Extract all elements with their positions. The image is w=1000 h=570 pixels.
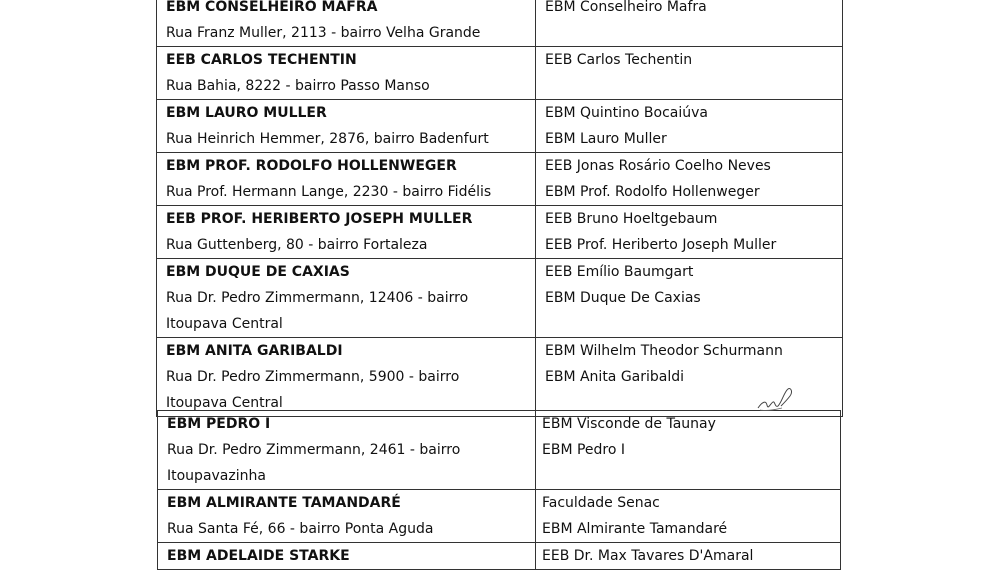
school-name: EBM DUQUE DE CAXIAS	[166, 264, 350, 280]
table-row	[157, 259, 843, 338]
linked-schools-cell	[536, 490, 841, 543]
schools-table-bottom	[157, 410, 841, 570]
school-address: Itoupava Central	[166, 316, 283, 332]
school-address: Rua Guttenberg, 80 - bairro Fortaleza	[166, 237, 428, 253]
linked-schools-cell	[536, 411, 841, 490]
linked-schools-cell	[536, 153, 843, 206]
school-info-cell	[157, 0, 536, 47]
linked-school: EBM Quintino Bocaiúva	[545, 105, 708, 121]
initials-mark	[756, 386, 796, 412]
school-name: EBM CONSELHEIRO MAFRA	[166, 0, 378, 15]
linked-school: EBM Conselheiro Mafra	[545, 0, 707, 15]
school-info-cell	[158, 490, 536, 543]
school-name: EEB PROF. HERIBERTO JOSEPH MULLER	[166, 211, 473, 227]
school-name: EBM ANITA GARIBALDI	[166, 343, 343, 359]
linked-school: EEB Jonas Rosário Coelho Neves	[545, 158, 771, 174]
school-address: Rua Prof. Hermann Lange, 2230 - bairro Fidélis	[166, 184, 492, 200]
table-row	[158, 411, 841, 490]
linked-school: EBM Visconde de Taunay	[542, 416, 716, 432]
school-address: Rua Dr. Pedro Zimmermann, 2461 - bairro	[167, 442, 461, 458]
school-address: Rua Franz Muller, 2113 - bairro Velha Grande	[166, 25, 481, 41]
table-row	[158, 490, 841, 543]
linked-school: EBM Anita Garibaldi	[545, 369, 685, 385]
table-row	[157, 338, 843, 417]
school-info-cell	[158, 543, 536, 570]
school-address: Rua Santa Fé, 66 - bairro Ponta Aguda	[167, 521, 434, 537]
linked-schools-cell	[536, 100, 843, 153]
linked-school: EBM Prof. Rodolfo Hollenweger	[545, 184, 760, 200]
table-row	[157, 47, 843, 100]
linked-school: EBM Lauro Muller	[545, 131, 667, 147]
school-address: Itoupava Central	[166, 395, 283, 411]
linked-schools-cell	[536, 47, 843, 100]
school-name: EBM PROF. RODOLFO HOLLENWEGER	[166, 158, 457, 174]
school-info-cell	[157, 338, 536, 417]
school-info-cell	[157, 206, 536, 259]
linked-school: EEB Carlos Techentin	[545, 52, 693, 68]
schools-table-top	[156, 0, 843, 417]
school-name: EBM PEDRO I	[167, 416, 271, 432]
school-address: Rua Dr. Pedro Zimmermann, 12406 - bairro	[166, 290, 469, 306]
table-row	[157, 100, 843, 153]
school-name: EBM ALMIRANTE TAMANDARÉ	[167, 495, 401, 511]
school-info-cell	[157, 259, 536, 338]
linked-school: EEB Bruno Hoeltgebaum	[545, 211, 718, 227]
school-info-cell	[157, 100, 536, 153]
linked-schools-cell	[536, 206, 843, 259]
school-name: EBM LAURO MULLER	[166, 105, 327, 121]
linked-school: EBM Almirante Tamandaré	[542, 521, 728, 537]
school-address: Rua Bahia, 8222 - bairro Passo Manso	[166, 78, 430, 94]
linked-school: EBM Pedro I	[542, 442, 626, 458]
table-row	[157, 153, 843, 206]
school-address: Rua Heinrich Hemmer, 2876, bairro Badenfurt	[166, 131, 489, 147]
table-row	[158, 543, 841, 570]
school-info-cell	[157, 153, 536, 206]
linked-schools-cell	[536, 338, 843, 417]
linked-school: Faculdade Senac	[542, 495, 660, 511]
linked-schools-cell	[536, 259, 843, 338]
school-address: Rua Dr. Pedro Zimmermann, 5900 - bairro	[166, 369, 460, 385]
linked-school: EBM Wilhelm Theodor Schurmann	[545, 343, 783, 359]
linked-school: EEB Dr. Max Tavares D'Amaral	[542, 548, 754, 564]
school-info-cell	[157, 47, 536, 100]
school-name: EEB CARLOS TECHENTIN	[166, 52, 357, 68]
table-row	[157, 206, 843, 259]
school-address: Itoupavazinha	[167, 468, 266, 484]
linked-school: EBM Duque De Caxias	[545, 290, 701, 306]
school-name: EBM ADELAIDE STARKE	[167, 548, 350, 564]
table-row	[157, 0, 843, 47]
linked-schools-cell	[536, 0, 843, 47]
linked-school: EEB Prof. Heriberto Joseph Muller	[545, 237, 777, 253]
linked-schools-cell	[536, 543, 841, 570]
school-info-cell	[158, 411, 536, 490]
linked-school: EEB Emílio Baumgart	[545, 264, 694, 280]
